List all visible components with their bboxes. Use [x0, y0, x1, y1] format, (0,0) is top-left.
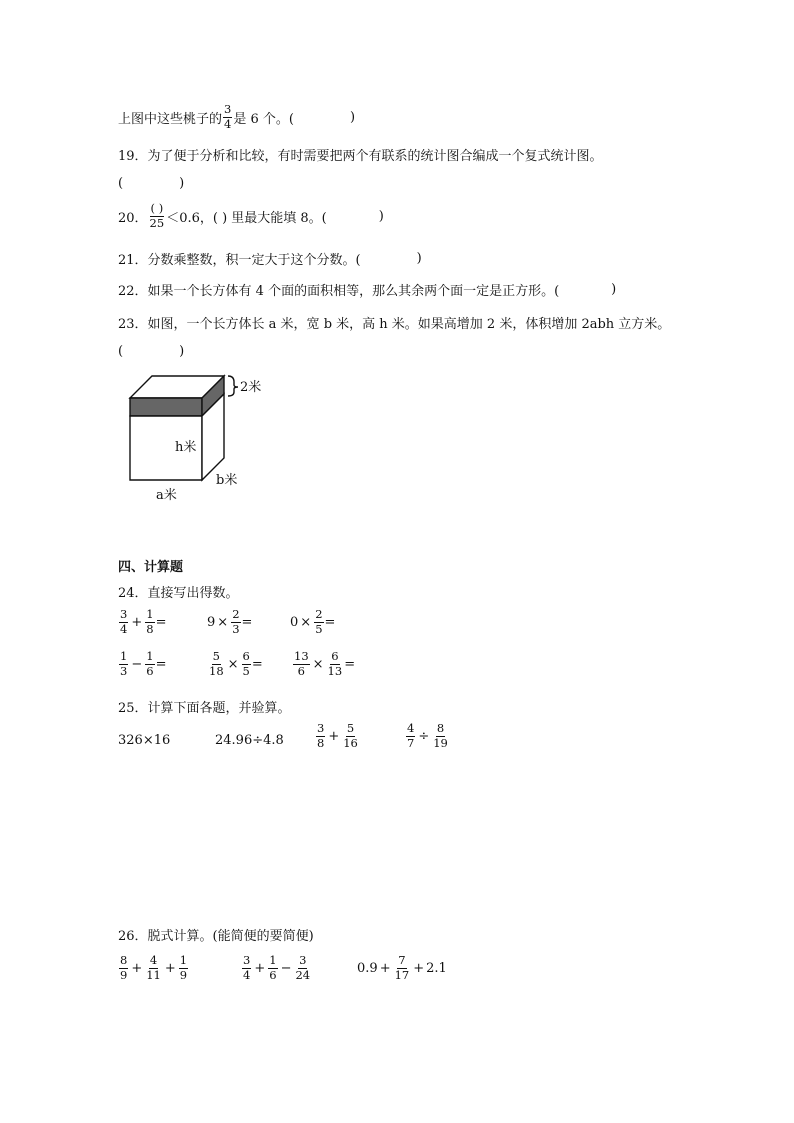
q24-6-d2: 13 — [327, 663, 343, 678]
q26-3-n1: 7 — [398, 953, 406, 967]
q25-expr-3 — [315, 723, 360, 749]
q26-1-op1: + — [131, 960, 143, 976]
q25-3-d1: 8 — [317, 735, 325, 750]
q19-close-paren: ) — [179, 176, 185, 191]
q24-1-op: + — [131, 614, 143, 630]
q24-5-n2: 6 — [242, 649, 250, 663]
q26-2-n3: 3 — [299, 953, 307, 967]
q25-expr-4 — [405, 723, 450, 749]
q18-fraction — [223, 104, 232, 130]
q26-expr-3 — [357, 955, 447, 981]
q24-1-d2: 8 — [146, 621, 154, 636]
q26-3-post: 2.1 — [426, 960, 447, 976]
q25-3-n2: 5 — [346, 721, 355, 735]
label-b: b米 — [216, 473, 238, 488]
q26-3-d1: 17 — [394, 967, 410, 982]
label-a: a米 — [156, 488, 177, 503]
cuboid-added-front-band — [130, 398, 202, 416]
q26-2-op2: − — [280, 960, 292, 976]
q18-frac-den: 4 — [224, 116, 232, 131]
q21-text: 21．分数乘整数，积一定大于这个分数。( — [118, 253, 361, 268]
brace-icon — [228, 376, 238, 396]
q26-3-op1: + — [379, 960, 391, 976]
q26-3-op2: + — [413, 960, 425, 976]
q24-1-n1: 3 — [120, 607, 128, 621]
q24-4-d1: 3 — [120, 663, 128, 678]
q24-expr-4 — [118, 651, 166, 677]
q23-answer-paren — [118, 344, 184, 359]
question-19: 19．为了便于分析和比较，有时需要把两个有联系的统计图合编成一个复式统计图。 — [118, 149, 603, 164]
q24-6-n1: 13 — [294, 649, 309, 663]
q24-expr-6 — [292, 651, 355, 677]
q24-3-eq: = — [324, 614, 336, 630]
q24-expr-3 — [290, 609, 335, 635]
q24-6-d1: 6 — [297, 663, 305, 678]
q18-close-paren: ) — [349, 109, 356, 125]
q24-2-d2: 3 — [232, 621, 240, 636]
q25-expr-1: 326×16 — [118, 733, 171, 748]
q24-3-whole: 0 — [290, 614, 299, 630]
question-22 — [118, 280, 616, 299]
q24-5-op: × — [227, 656, 239, 672]
q26-2-d3: 24 — [295, 967, 311, 982]
q24-4-n2: 1 — [146, 649, 154, 663]
q26-1-op2: + — [164, 960, 176, 976]
label-h: h米 — [175, 440, 197, 455]
question-18 — [118, 104, 355, 130]
q24-3-n2: 2 — [315, 607, 323, 621]
q26-1-n3: 1 — [179, 953, 188, 967]
q21-close-paren: ) — [416, 251, 422, 266]
cuboid-figure — [118, 366, 268, 508]
q19-answer-paren — [118, 176, 184, 191]
q26-2-op1: + — [254, 960, 266, 976]
q26-2-d1: 4 — [243, 967, 251, 982]
question-24: 24．直接写出得数。 — [118, 586, 239, 601]
q25-3-op: + — [328, 728, 340, 744]
q24-3-op: × — [300, 614, 312, 630]
q23-open-paren: ( — [118, 344, 124, 359]
label-2m: 2米 — [240, 380, 262, 395]
question-26: 26．脱式计算。(能简便的要简便) — [118, 929, 314, 944]
question-21 — [118, 249, 422, 268]
q18-text-pre: 上图中这些桃子的 — [118, 111, 223, 127]
q24-5-n1: 5 — [212, 649, 220, 663]
q24-expr-1 — [118, 609, 166, 635]
question-25: 25．计算下面各题，并验算。 — [118, 701, 291, 716]
q25-3-d2: 16 — [343, 735, 358, 750]
q25-expr-2: 24.96÷4.8 — [215, 733, 284, 748]
q26-1-d1: 9 — [120, 967, 128, 982]
q25-4-d2: 19 — [433, 735, 448, 750]
q26-1-d3: 9 — [179, 967, 188, 982]
q20-close-paren: ) — [378, 208, 384, 224]
q24-3-d2: 5 — [315, 621, 323, 636]
q20-fraction — [149, 203, 166, 229]
question-23: 23．如图，一个长方体长 a 米，宽 b 米，高 h 米。如果高增加 2 米，体积增加 2abh 立方米。 — [118, 317, 671, 332]
q23-close-paren: ) — [179, 344, 185, 359]
q22-text: 22．如果一个长方体有 4 个面的面积相等，那么其余两个面一定是正方形。( — [118, 284, 560, 299]
q25-4-d1: 7 — [407, 735, 415, 750]
q19-open-paren: ( — [118, 176, 124, 191]
q24-6-n2: 6 — [331, 649, 339, 663]
q24-2-eq: = — [241, 614, 253, 630]
q20-prefix: 20． — [118, 210, 148, 226]
q26-expr-2 — [241, 955, 312, 981]
q26-1-d2: 11 — [146, 967, 161, 982]
q24-2-op: × — [217, 614, 229, 630]
q26-3-pre: 0.9 — [357, 960, 378, 976]
question-20 — [118, 203, 384, 229]
q20-frac-den: 25 — [149, 215, 165, 230]
q20-frac-num-box: ( ) — [150, 201, 164, 215]
q24-2-whole: 9 — [207, 614, 216, 630]
q24-5-eq: = — [251, 656, 263, 672]
q26-expr-1 — [118, 955, 189, 981]
q24-5-d2: 5 — [242, 663, 250, 678]
q24-1-eq: = — [155, 614, 167, 630]
q24-4-n1: 1 — [120, 649, 128, 663]
q22-close-paren: ) — [611, 282, 617, 297]
q20-text-rest: ＜0.6，( ) 里最大能填 8。( — [166, 210, 327, 226]
q26-1-n1: 8 — [120, 953, 128, 967]
q18-text-post: 是 6 个。( — [233, 111, 294, 127]
q24-4-op: − — [131, 656, 143, 672]
section-title-calculation: 四、计算题 — [118, 560, 184, 575]
q24-expr-5 — [207, 651, 263, 677]
q24-1-n2: 1 — [146, 607, 154, 621]
q25-4-n1: 4 — [407, 721, 415, 735]
q26-2-n1: 3 — [243, 953, 251, 967]
q24-2-n2: 2 — [232, 607, 240, 621]
q24-4-eq: = — [155, 656, 167, 672]
q26-1-n2: 4 — [149, 953, 158, 967]
q25-4-op: ÷ — [418, 728, 430, 744]
q25-3-n1: 3 — [317, 721, 325, 735]
q26-2-n2: 1 — [269, 953, 277, 967]
q24-6-eq: = — [344, 656, 356, 672]
q24-expr-2 — [207, 609, 252, 635]
q24-1-d1: 4 — [120, 621, 128, 636]
q26-2-d2: 6 — [269, 967, 277, 982]
q24-6-op: × — [312, 656, 324, 672]
q24-4-d2: 6 — [146, 663, 154, 678]
q25-4-n2: 8 — [436, 721, 445, 735]
q24-5-d1: 18 — [209, 663, 224, 678]
q18-frac-num: 3 — [224, 102, 232, 116]
